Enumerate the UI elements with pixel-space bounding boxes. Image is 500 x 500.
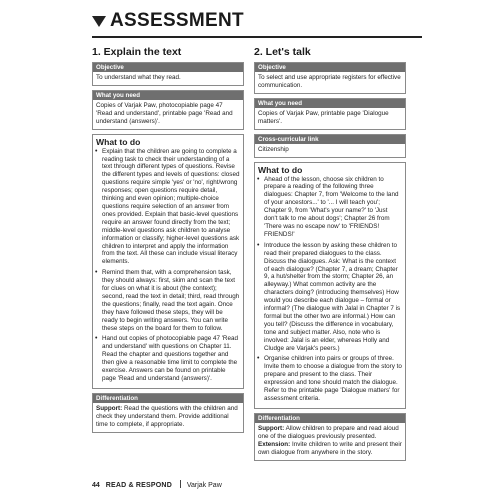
- page-title: ASSESSMENT: [110, 10, 244, 31]
- objective-box: [254, 62, 406, 94]
- extension-text: Invite children to write and present their own dialogue from anywhere in the story.: [258, 440, 402, 456]
- instruction-list: [255, 176, 405, 408]
- box-text: To select and use appropriate registers for effective communication.: [258, 74, 401, 89]
- box-heading: Differentiation: [93, 394, 243, 403]
- footer-divider: [180, 480, 181, 488]
- list-item: • Hand out copies of photocopiable page 47 'Read and understand' with questions on Chapter 11. Read the chapter and questions together and then give a reasonable time limit to complete the exercise. Answers can be found on printable page 'Read and understand (answers)'.: [102, 335, 240, 382]
- box-heading: Objective: [255, 63, 405, 72]
- list-item: • Ahead of the lesson, choose six children to prepare a reading of the following three dialogues: Chapter 7, from 'Welcome to the land of your ancestors...' to '... I will teach you'; Chapter 9, from 'What's your name?' to 'Just don't talk to me about dogs'; Chapter 26 from 'There was no escape now' to 'FRIENDS! FRIENDS!': [264, 176, 402, 239]
- what-to-do-box: [254, 162, 406, 409]
- triangle-icon: [92, 16, 106, 27]
- box-heading: Differentiation: [255, 414, 405, 423]
- what-you-need-box: [92, 90, 244, 130]
- what-to-do-box: [92, 134, 244, 389]
- box-heading: What you need: [255, 99, 405, 108]
- what-to-do-heading: What to do: [258, 164, 303, 175]
- objective-box: [92, 62, 244, 86]
- support-label: Support:: [96, 404, 123, 412]
- box-heading: Objective: [93, 63, 243, 72]
- box-heading: Cross-curricular link: [255, 135, 405, 144]
- page-header: [92, 10, 412, 36]
- box-heading: What you need: [93, 91, 243, 100]
- list-item: • Remind them that, with a comprehension task, they should always: first, skim and scan the text for clues on what it is about (the context); second, read the text in detail; third, read through the questions; finally, read the text again. Once they have followed these steps, they will be ready to begin writing answers. You can write these steps on the board for them to follow.: [102, 269, 240, 332]
- what-you-need-box: [254, 98, 406, 130]
- differentiation-box: [92, 393, 244, 433]
- support-text: Allow children to prepare and read aloud one of the dialogues previously presented.: [258, 424, 399, 440]
- right-column: [254, 42, 406, 465]
- box-text: [93, 403, 243, 432]
- differentiation-box: [254, 413, 406, 461]
- section-title-explain: 1. Explain the text: [92, 46, 182, 58]
- support-text: Read the questions with the children and check they understand them. Provide additional time to complete, if appropriate.: [96, 404, 238, 428]
- support-label: Support:: [258, 424, 285, 432]
- page-footer: [92, 480, 422, 492]
- box-text: Copies of Varjak Paw, printable page 'Dialogue matters'.: [258, 109, 389, 125]
- book-title: Varjak Paw: [186, 482, 222, 489]
- page-number: 44: [92, 482, 100, 489]
- series-name: READ & RESPOND: [105, 482, 172, 489]
- extension-label: Extension:: [258, 440, 291, 448]
- box-text: Citizenship: [258, 145, 289, 153]
- instruction-list: [93, 148, 243, 388]
- box-text: [255, 423, 405, 460]
- section-title-talk: 2. Let's talk: [254, 46, 311, 58]
- left-column: [92, 42, 244, 437]
- list-item: • Introduce the lesson by asking these children to read their prepared dialogues to the class. Discuss the dialogues. Ask: What is the context of each dialogue? (Chapter 7, a dream; Chapter 9, a hut/shelter from the storm; Chapter 26, an alleyway.) What common activity are the characters doing? (introducing themselves) How would you describe each dialogue – formal or informal? (The dialogue with Jalal in Chapter 7 is formal but the other two are informal.) How can you tell? (Discuss the difference in vocabulary, tone and subject matter. Also, note who is involved: Jalal is an elder, whereas Holly and Cludge are Varjak's peers.): [264, 242, 402, 353]
- box-text: Copies of Varjak Paw, photocopiable page 47 'Read and understand', printable page 'Read and understand (answers)'.: [96, 101, 233, 125]
- cross-curricular-box: [254, 134, 406, 158]
- what-to-do-heading: What to do: [96, 136, 141, 147]
- box-text: To understand what they read.: [96, 74, 181, 81]
- list-item: • Explain that the children are going to complete a reading task to check their understanding of a text through different types of questions. Revise the different types and levels of questions: closed questions require simple 'yes' or 'no', right/wrong responses; open questions require detail, thinking and even opinion; multiple-choice questions require selection of an answer from ones provided. Explain that basic-level questions require an answer found directly from the text; middle-level questions ask children to analyse information or classify; higher-level questions ask children to interpret and apply the information from the text. All these can include visual literacy elements.: [102, 148, 240, 267]
- list-item: • Organise children into pairs or groups of three. Invite them to choose a dialogue from the story to prepare and present to the class. Their expression and tone should match the dialogue. Refer to the printable page 'Dialogue matters' for assessment criteria.: [264, 355, 402, 402]
- header-divider: [92, 36, 422, 38]
